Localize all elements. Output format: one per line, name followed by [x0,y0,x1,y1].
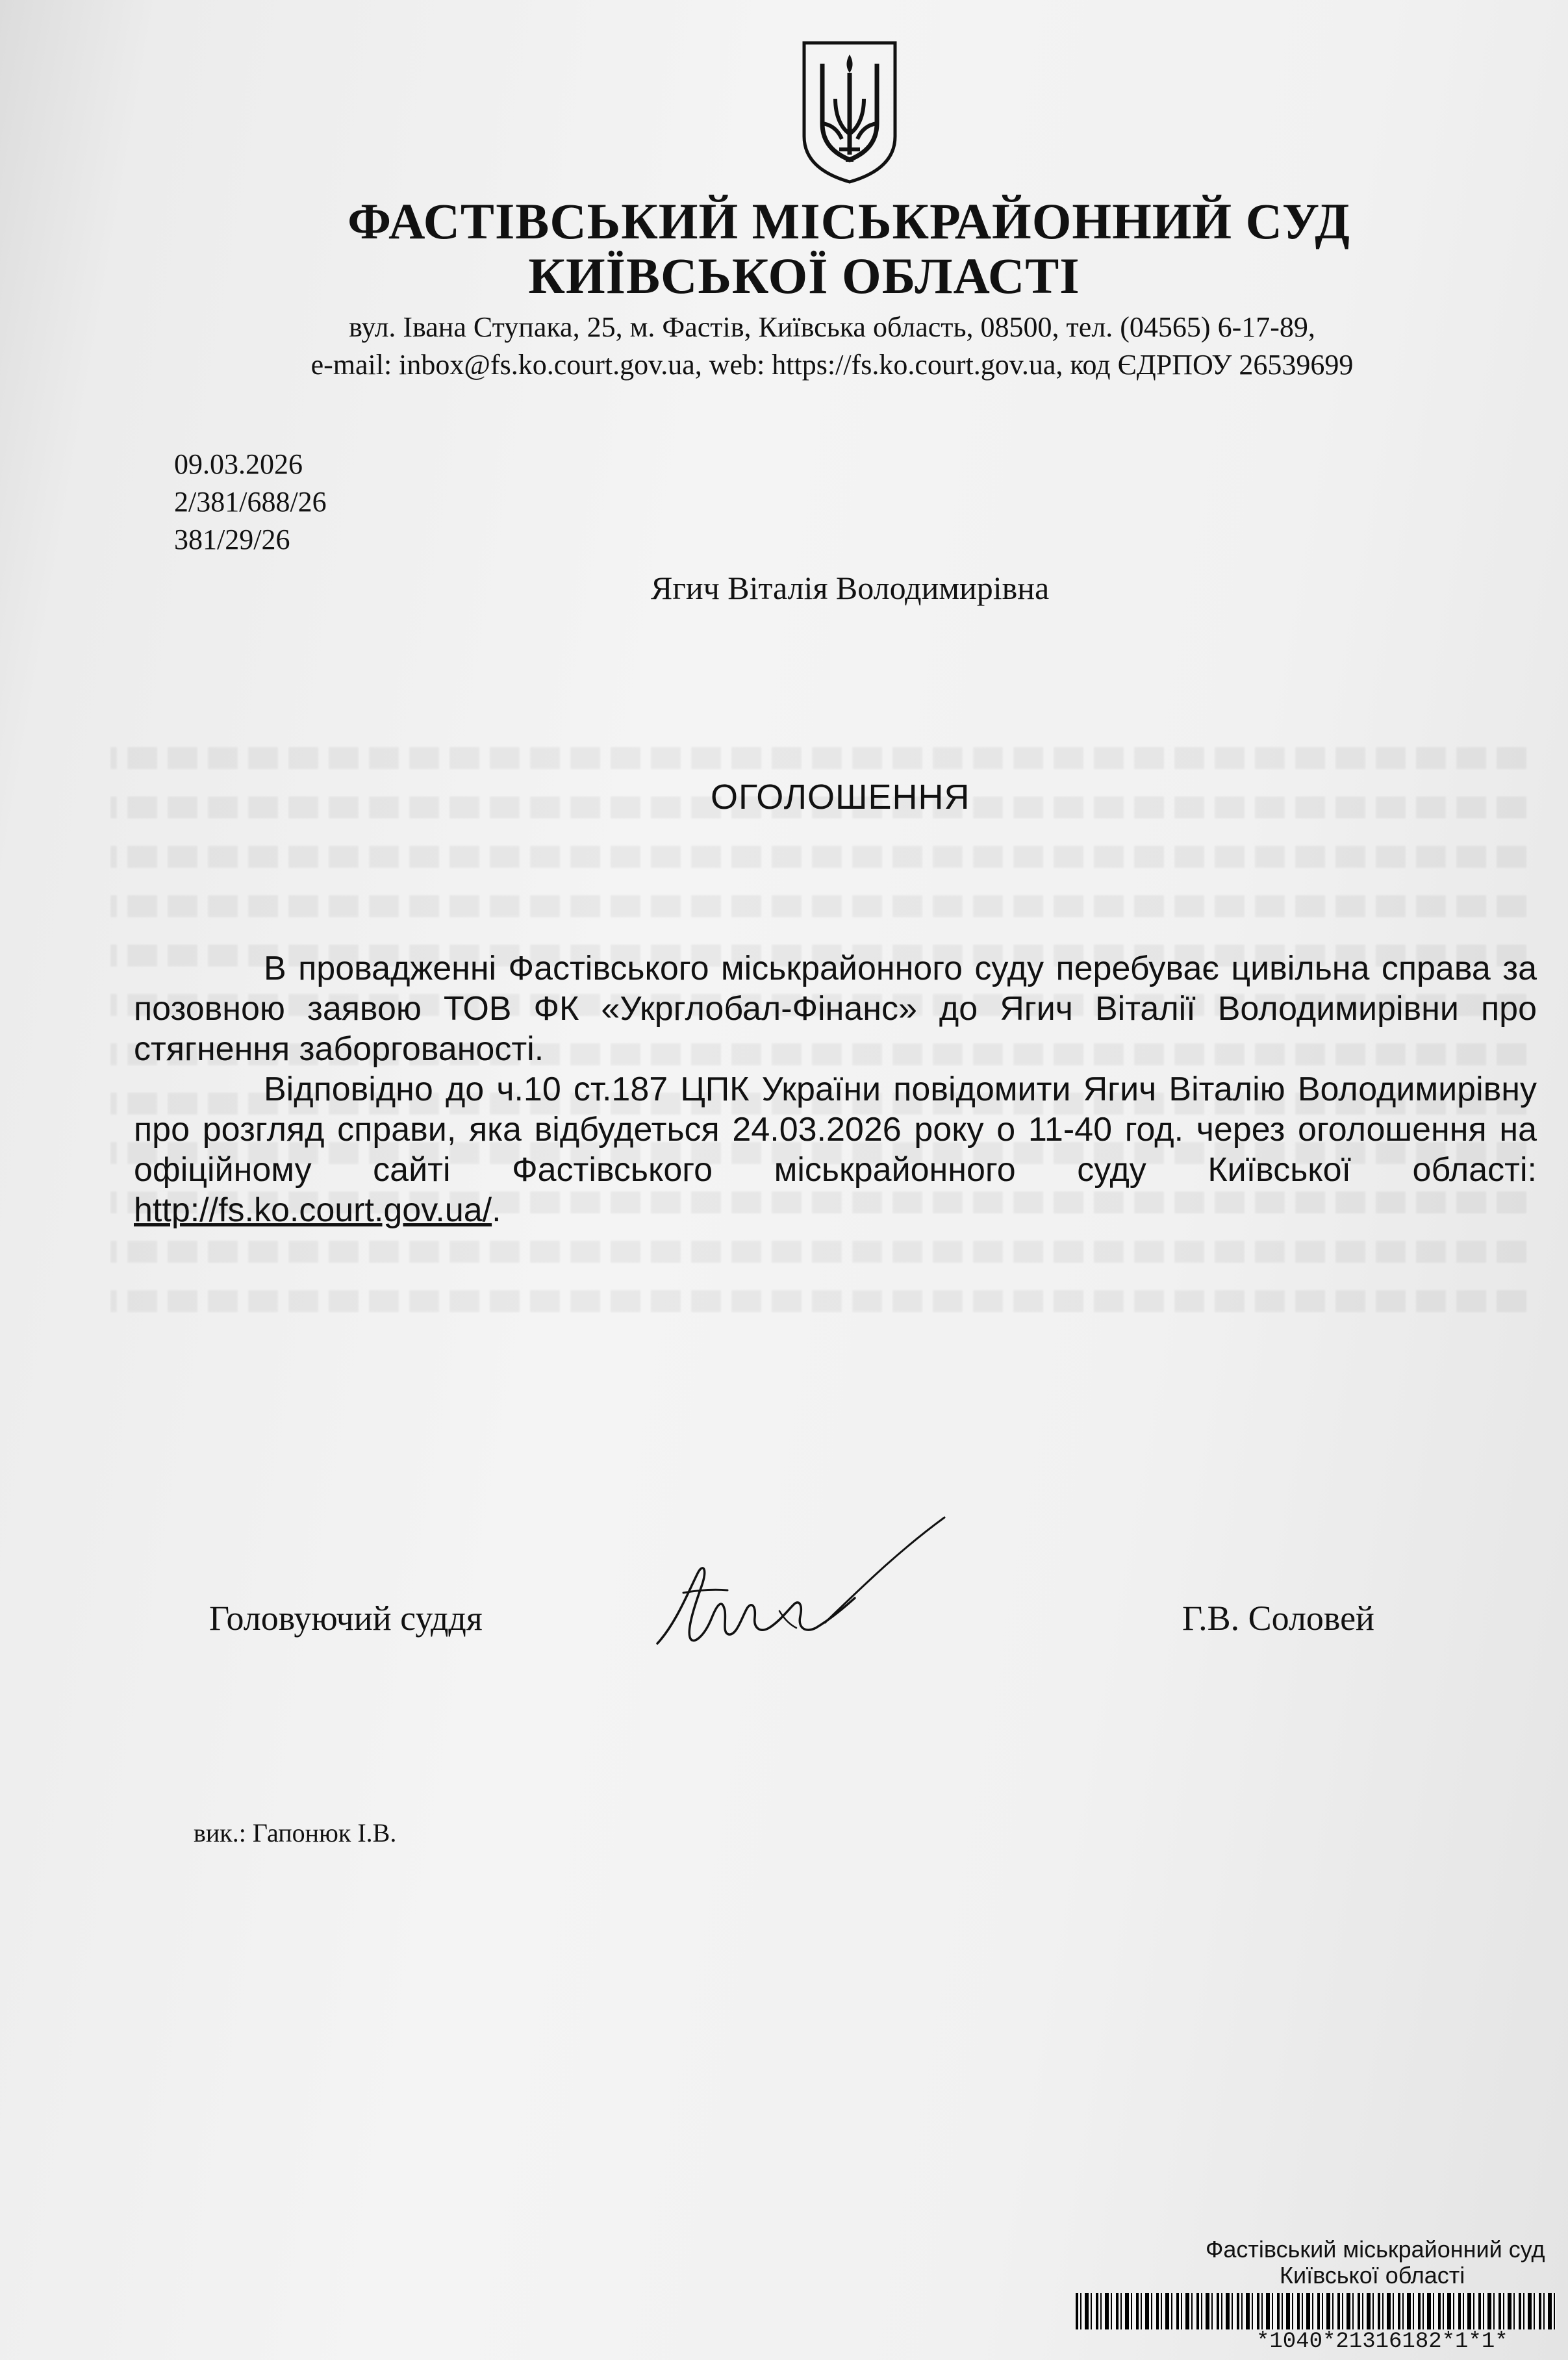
judge-name: Г.В. Соловей [1182,1599,1374,1638]
judge-signature [650,1514,955,1656]
barcode-number: *1040*21316182*1*1* [1256,2329,1508,2354]
body-paragraph-2-text: Відповідно до ч.10 ст.187 ЦПК України повідомити Ягич Віталію Володимирівну про розгляд справи, яка відбудеться 24.03.2026 року о 11-40 год. через оголошення на офіційному сайті Фастівського міськрайонного суду Київської області: [134,1071,1537,1189]
case-number: 2/381/688/26 [174,486,327,518]
document-title: ОГОЛОШЕННЯ [711,778,970,817]
court-name-line1: ФАСТІВСЬКИЙ МІСЬКРАЙОННИЙ СУД [348,193,1350,249]
recipient-name: Ягич Віталія Володимирівна [651,570,1050,606]
executor-note: вик.: Гапонюк І.В. [194,1818,397,1847]
court-contacts: e-mail: inbox@fs.ko.court.gov.ua, web: https://fs.ko.court.gov.ua, код ЄДРПОУ 26539699 [310,349,1354,381]
body-paragraph-2 [134,1069,1537,1230]
court-website-link[interactable]: http://fs.ko.court.gov.ua/ [134,1191,492,1229]
coat-of-arms-icon [800,39,899,186]
body-paragraph-2-end: . [492,1191,501,1229]
footer-court-line1: Фастівський міськрайонний суд [1206,2236,1545,2263]
court-name-line2: КИЇВСЬКОЇ ОБЛАСТІ [528,247,1080,304]
judge-role: Головуючий суддя [209,1599,483,1638]
footer-court-line2: Київської області [1280,2262,1465,2289]
registration-number: 381/29/26 [174,524,290,555]
court-address: вул. Івана Ступака, 25, м. Фастів, Київська область, 08500, тел. (04565) 6-17-89, [349,311,1315,343]
barcode [1076,2293,1556,2329]
document-body [134,948,1537,1230]
document-date: 09.03.2026 [174,448,303,480]
body-paragraph-1: В провадженні Фастівського міськрайонного суду перебуває цивільна справа за позовною заявою ТОВ ФК «Укрглобал-Фінанс» до Ягич Віталії Володимирівни про стягнення заборгованості. [134,950,1537,1068]
